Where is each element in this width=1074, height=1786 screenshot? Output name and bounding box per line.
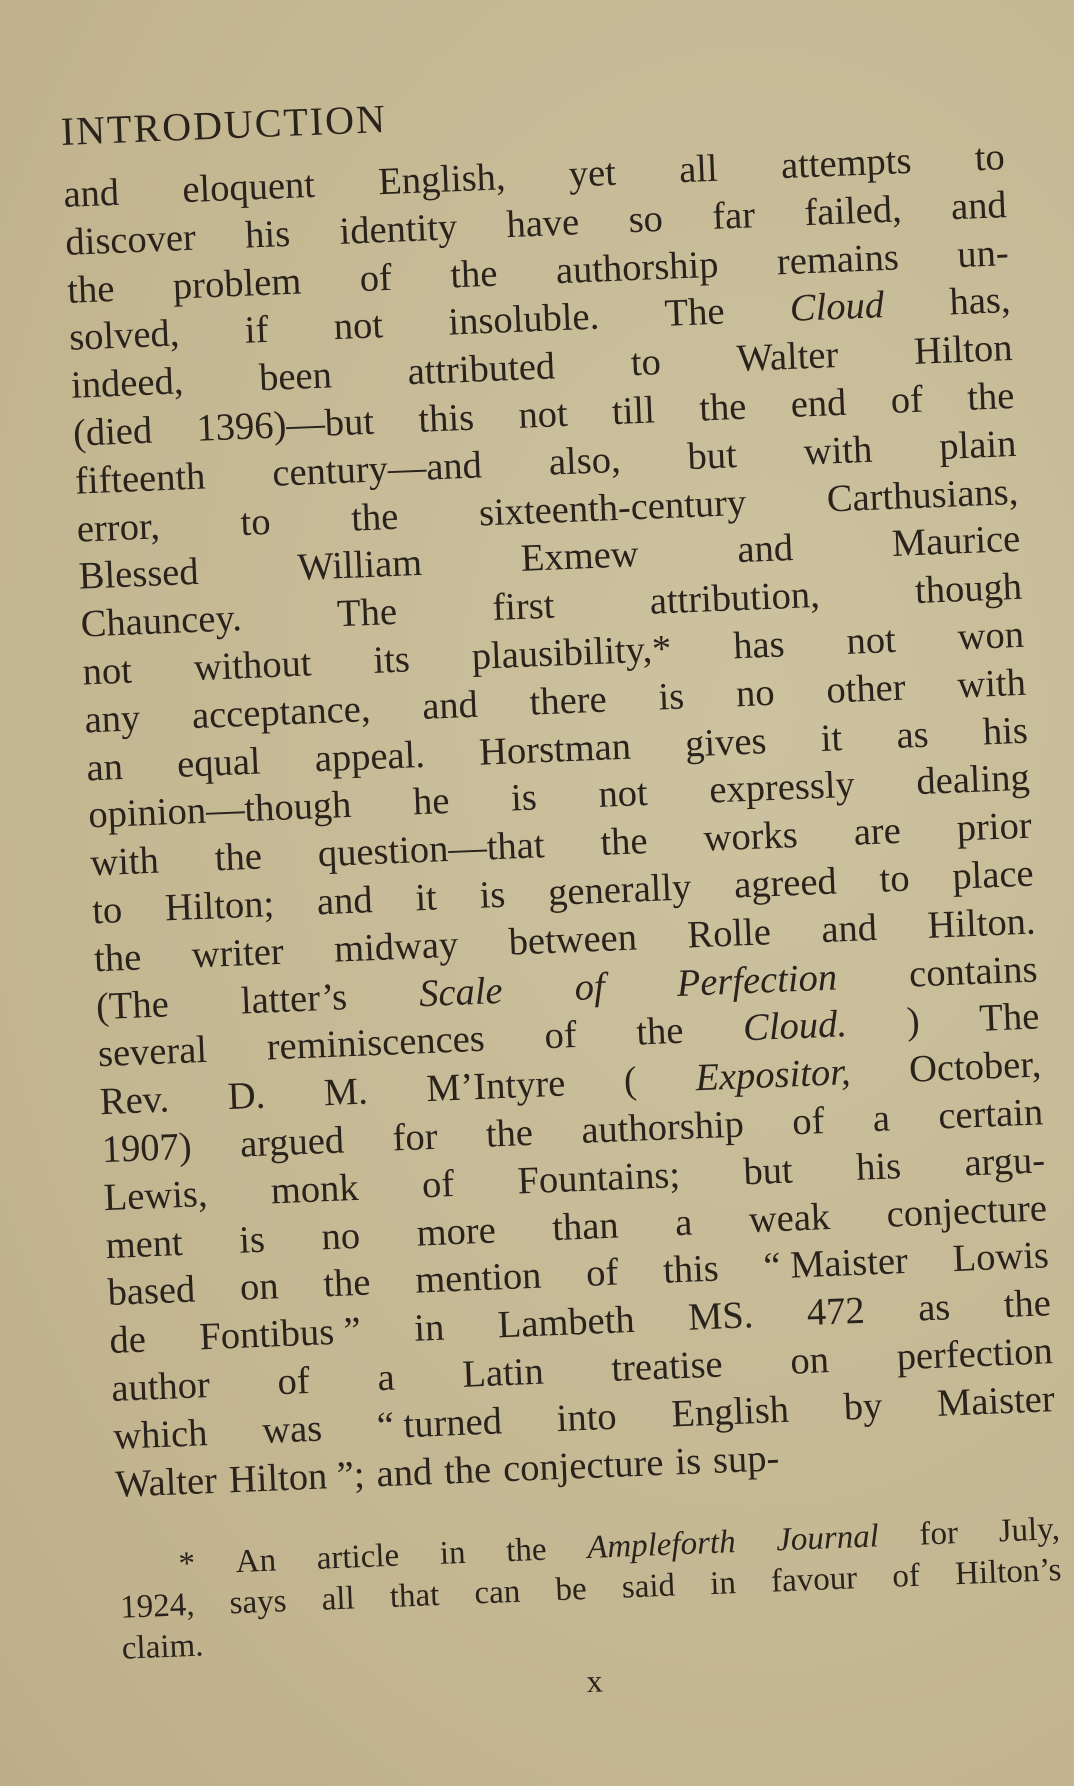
- word: Latin: [461, 1350, 545, 1396]
- book-page: [60, 70, 1074, 1720]
- word: sup-: [712, 1436, 781, 1482]
- word: indeed,: [70, 360, 185, 407]
- word: are: [852, 810, 902, 854]
- word: an: [85, 745, 124, 790]
- word: Carthusians,: [826, 470, 1019, 521]
- word: with: [89, 839, 160, 885]
- word: to: [878, 857, 911, 901]
- word: dealing: [915, 757, 1031, 804]
- word: the: [350, 495, 400, 540]
- word: de: [108, 1318, 147, 1363]
- word: generally: [547, 866, 693, 914]
- word: monk: [270, 1166, 360, 1213]
- word: into: [555, 1395, 618, 1440]
- word: M.: [323, 1070, 369, 1115]
- word: the: [966, 374, 1016, 419]
- word: Hilton’s: [954, 1552, 1063, 1593]
- word: Maurice: [891, 518, 1021, 566]
- word: to: [239, 500, 272, 544]
- word: authorship: [580, 1103, 745, 1152]
- word: the: [322, 1261, 372, 1306]
- word: 1907): [101, 1125, 193, 1172]
- word: The: [336, 591, 398, 636]
- word: authorship: [555, 243, 720, 292]
- word: is: [238, 1218, 266, 1262]
- word: than: [551, 1204, 620, 1249]
- word: Blessed: [77, 551, 200, 598]
- word: July,: [997, 1511, 1061, 1550]
- word: mention: [414, 1254, 543, 1302]
- word: have: [505, 201, 580, 246]
- word: in: [413, 1306, 446, 1350]
- word: of: [421, 1162, 455, 1207]
- word: first: [491, 584, 556, 630]
- footnote: [118, 1509, 1072, 1670]
- word: problem: [172, 260, 302, 308]
- word: and: [62, 171, 120, 216]
- word: more: [415, 1208, 497, 1255]
- word: eloquent: [181, 163, 316, 212]
- word: the: [443, 1448, 492, 1493]
- word: “ turned: [376, 1400, 503, 1448]
- word: expressly: [708, 764, 856, 812]
- word: William: [296, 542, 423, 590]
- word: for: [918, 1515, 959, 1553]
- word: of: [543, 1014, 578, 1058]
- word: Perfection: [675, 956, 838, 1005]
- word: and: [421, 683, 479, 728]
- word: of: [573, 965, 606, 1009]
- word: without: [192, 642, 313, 690]
- word: all: [320, 1580, 356, 1618]
- running-header: INTRODUCTION: [60, 95, 388, 154]
- word: was: [261, 1407, 323, 1452]
- word: Hilton ”;: [228, 1453, 366, 1501]
- word: the: [599, 820, 649, 865]
- word: the: [505, 1531, 548, 1570]
- word: Hilton;: [164, 883, 275, 930]
- word: *: [177, 1546, 196, 1583]
- word: as: [895, 713, 930, 757]
- word: said: [621, 1567, 676, 1606]
- word: treatise: [610, 1343, 724, 1390]
- word: MS.: [687, 1294, 755, 1339]
- word: conjecture: [502, 1441, 665, 1490]
- word: midway: [333, 923, 459, 971]
- word: Hilton: [913, 327, 1014, 374]
- word: any: [83, 697, 141, 742]
- word: Expositor,: [694, 1051, 852, 1100]
- word: there: [528, 678, 608, 724]
- word: to: [91, 889, 124, 933]
- word: the: [449, 252, 499, 297]
- word: identity: [338, 205, 458, 253]
- word: of: [276, 1359, 311, 1404]
- word: weak: [748, 1195, 831, 1241]
- word: to: [973, 136, 1006, 180]
- word: The: [978, 995, 1041, 1041]
- word: that: [389, 1577, 441, 1616]
- word: Journal: [775, 1518, 880, 1559]
- word: by: [842, 1384, 884, 1429]
- word: a: [871, 1097, 891, 1141]
- word: is: [657, 675, 685, 719]
- word: all: [678, 147, 719, 192]
- word: author: [110, 1363, 211, 1410]
- word: has,: [948, 279, 1012, 324]
- word: prior: [955, 804, 1033, 850]
- word: attribution,: [648, 574, 821, 623]
- word: Lewis,: [102, 1172, 209, 1219]
- word: An: [235, 1542, 277, 1581]
- word: though: [914, 565, 1023, 613]
- word: Cloud.: [742, 1003, 848, 1050]
- word: article: [316, 1537, 400, 1578]
- word: this: [662, 1247, 720, 1293]
- word: equal: [176, 740, 262, 786]
- word: the: [698, 385, 748, 430]
- word: his: [981, 709, 1029, 754]
- word: based: [106, 1268, 197, 1315]
- word: the: [1002, 1282, 1052, 1327]
- word: Horstman: [478, 725, 632, 774]
- word: he: [412, 780, 451, 824]
- word: Walter: [114, 1459, 218, 1506]
- word: M’Intyre: [425, 1062, 567, 1111]
- word: if: [243, 309, 270, 353]
- word: remains: [776, 236, 900, 283]
- word: certain: [937, 1091, 1044, 1138]
- word: yet: [567, 151, 617, 196]
- word: the: [93, 936, 143, 981]
- word: 1396)—but: [195, 400, 375, 450]
- word: writer: [190, 930, 285, 977]
- word: this: [417, 396, 475, 441]
- word: discover: [64, 216, 197, 264]
- word: no: [320, 1214, 361, 1258]
- word: gives: [684, 719, 768, 765]
- word: several: [97, 1029, 208, 1076]
- word: of: [791, 1100, 826, 1144]
- word: solved,: [68, 312, 181, 360]
- word: favour: [770, 1560, 858, 1600]
- body-text: [63, 134, 1066, 1509]
- word: his: [855, 1144, 902, 1189]
- word: is: [674, 1439, 702, 1483]
- word: the: [213, 835, 263, 880]
- word: it: [819, 716, 843, 760]
- word: fifteenth: [74, 455, 207, 503]
- word: claim.: [121, 1627, 205, 1668]
- word: appeal.: [313, 733, 426, 780]
- word: is: [510, 776, 538, 820]
- word: 1924,: [119, 1587, 196, 1627]
- word: conjecture: [885, 1186, 1048, 1236]
- word: Exmew: [520, 533, 640, 581]
- word: latter’s: [240, 975, 348, 1022]
- word: un-: [956, 231, 1010, 276]
- word: Rolle: [686, 910, 772, 957]
- word: of: [585, 1251, 620, 1296]
- word: its: [372, 638, 411, 682]
- word: reminiscences: [265, 1018, 486, 1069]
- word: attributed: [406, 345, 556, 394]
- word: a: [376, 1356, 396, 1400]
- word: “ Maister: [762, 1240, 909, 1289]
- word: with: [802, 428, 874, 474]
- word: in: [709, 1565, 737, 1603]
- word: on: [239, 1265, 280, 1310]
- word: the: [485, 1111, 534, 1156]
- word: also,: [548, 438, 622, 484]
- word: won: [956, 613, 1025, 659]
- word: Lowis: [951, 1234, 1050, 1281]
- word: on: [789, 1339, 830, 1383]
- word: in: [439, 1535, 467, 1573]
- word: but: [742, 1149, 794, 1194]
- word: English: [670, 1388, 790, 1436]
- word: the: [635, 1010, 685, 1054]
- word: is: [478, 873, 507, 917]
- word: (: [623, 1059, 638, 1103]
- word: Hilton.: [926, 900, 1037, 947]
- word: as: [917, 1286, 952, 1330]
- word: between: [507, 916, 638, 964]
- word: plain: [938, 422, 1018, 468]
- word: question—that: [317, 824, 546, 876]
- word: and: [950, 183, 1008, 229]
- word: Chauncey.: [79, 597, 243, 646]
- word: with: [956, 661, 1027, 707]
- word: argu-: [963, 1139, 1046, 1185]
- word: Fountains;: [516, 1153, 681, 1203]
- word: and: [736, 527, 794, 572]
- word: to: [630, 341, 662, 385]
- word: and: [375, 1450, 433, 1495]
- word: for: [391, 1115, 439, 1160]
- word: Maister: [936, 1377, 1056, 1425]
- word: century—and: [271, 444, 483, 495]
- word: end: [789, 381, 848, 426]
- word: so: [627, 197, 664, 242]
- word: of: [358, 256, 393, 300]
- word: a: [674, 1201, 694, 1244]
- page-number: x: [585, 1662, 604, 1700]
- word: not: [597, 772, 649, 817]
- word: and: [316, 879, 374, 924]
- word: says: [228, 1583, 288, 1622]
- word: argued: [239, 1119, 345, 1166]
- word: error,: [76, 504, 161, 551]
- word: till: [611, 389, 656, 434]
- word: contains: [908, 948, 1039, 996]
- word: of: [891, 1558, 921, 1596]
- word: of: [889, 378, 924, 422]
- word: can: [473, 1574, 522, 1612]
- word: ): [905, 1000, 921, 1044]
- word: other: [825, 666, 907, 712]
- word: no: [735, 671, 776, 716]
- word: not: [332, 304, 384, 349]
- word: the: [66, 267, 116, 312]
- word: attempts: [780, 139, 913, 188]
- word: which: [112, 1411, 209, 1458]
- word: plausibility,*: [470, 627, 673, 678]
- word: be: [554, 1571, 588, 1609]
- word: perfection: [895, 1330, 1054, 1379]
- word: far: [711, 194, 756, 238]
- word: and: [820, 906, 878, 951]
- word: Walter: [735, 334, 840, 381]
- word: 472: [806, 1289, 866, 1335]
- word: not: [845, 618, 897, 663]
- word: Lambeth: [496, 1299, 636, 1347]
- word: (died: [72, 409, 153, 455]
- word: opinion—though: [87, 784, 353, 837]
- word: failed,: [803, 188, 903, 234]
- word: The: [663, 290, 726, 336]
- word: D.: [226, 1074, 266, 1119]
- word: insoluble.: [447, 295, 600, 344]
- word: agreed: [733, 860, 838, 907]
- word: (The: [95, 982, 170, 1028]
- word: sixteenth-century: [478, 481, 747, 535]
- word: October,: [908, 1043, 1042, 1091]
- word: ment: [104, 1221, 184, 1267]
- word: Rev.: [99, 1078, 170, 1124]
- word: works: [702, 814, 799, 860]
- word: not: [517, 392, 569, 437]
- word: been: [258, 354, 333, 400]
- word: English,: [377, 156, 507, 204]
- word: it: [414, 876, 438, 920]
- word: his: [244, 212, 291, 257]
- word: Scale: [418, 969, 504, 1015]
- word: has: [732, 623, 786, 668]
- word: not: [81, 649, 133, 694]
- word: but: [686, 433, 738, 478]
- word: Cloud: [789, 284, 885, 331]
- word: place: [951, 852, 1035, 898]
- word: Fontibus ”: [198, 1310, 362, 1359]
- word: acceptance,: [191, 687, 372, 737]
- word: Ampleforth: [586, 1524, 737, 1567]
